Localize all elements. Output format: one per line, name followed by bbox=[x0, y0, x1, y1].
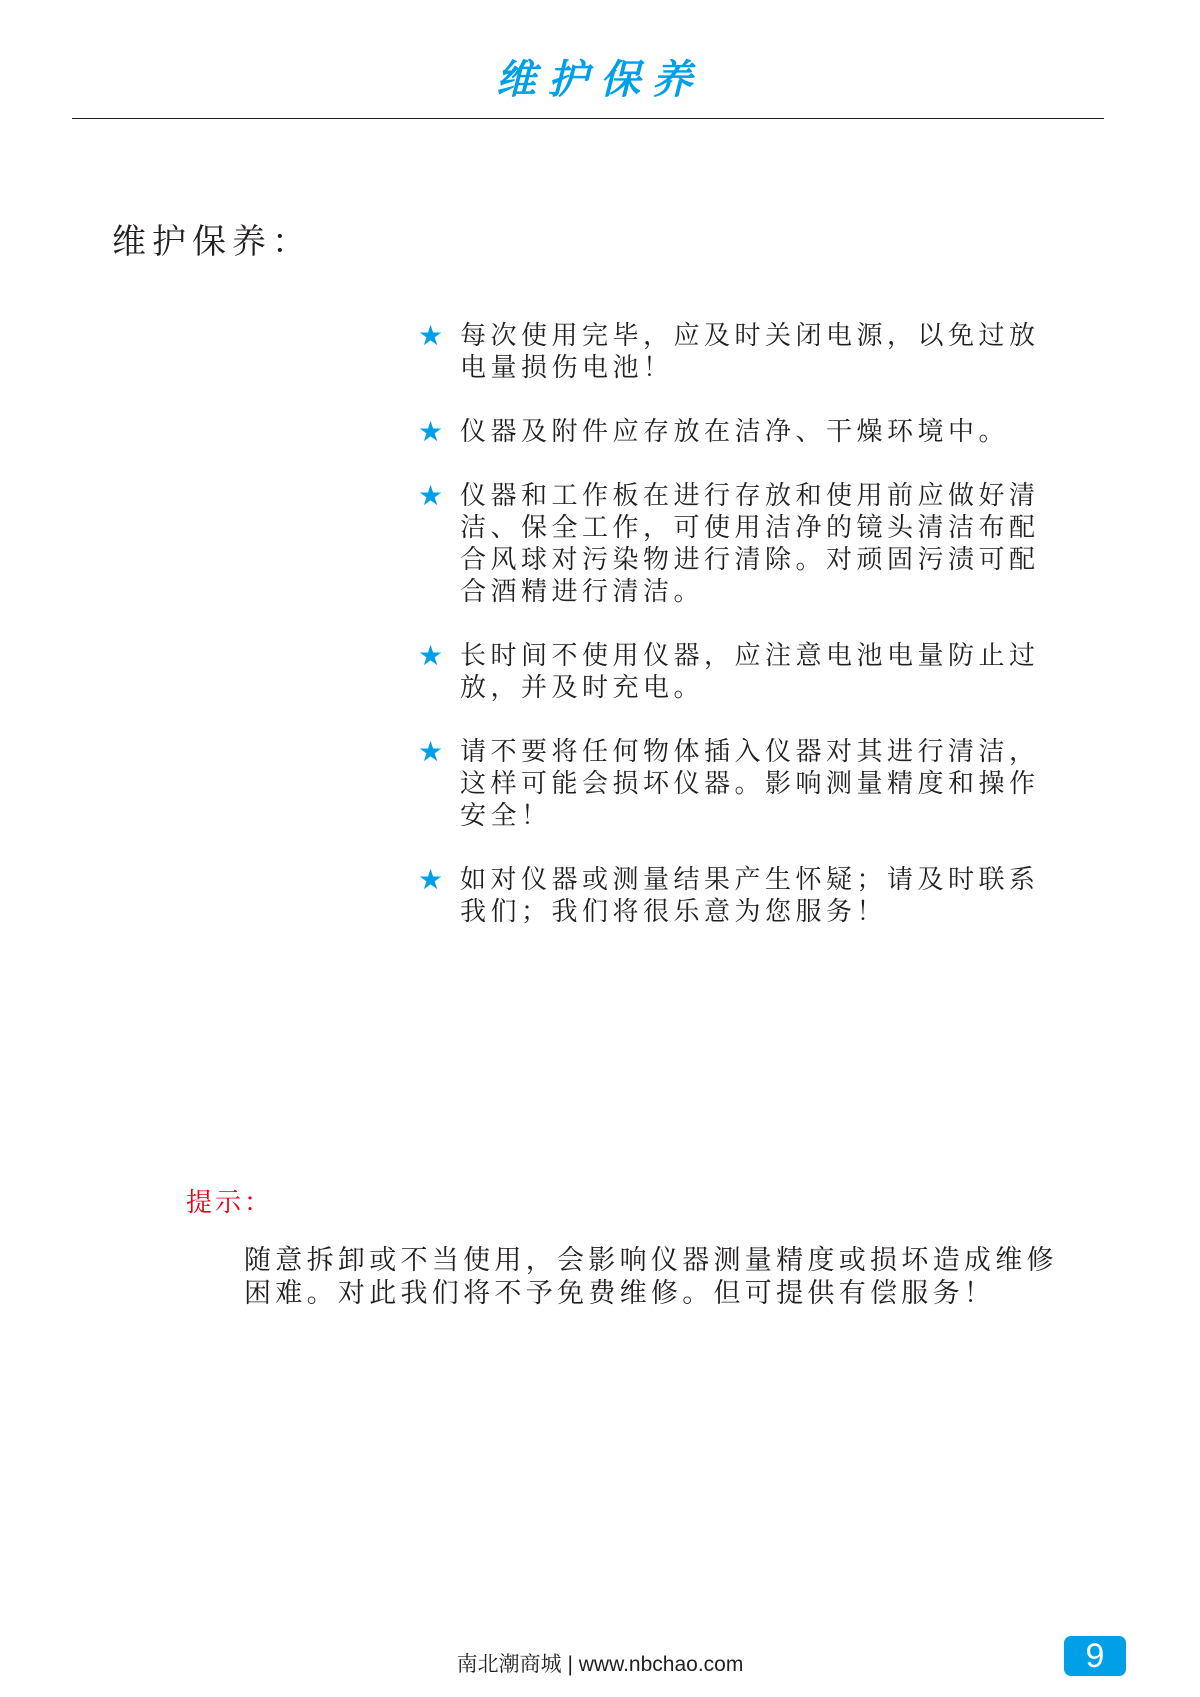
list-item-text: 如对仪器或测量结果产生怀疑；请及时联系我们；我们将很乐意为您服务！ bbox=[460, 865, 1040, 927]
tip-text: 随意拆卸或不当使用，会影响仪器测量精度或损坏造成维修困难。对此我们将不予免费维修。但可提供有偿服务！ bbox=[244, 1245, 1058, 1309]
star-icon: ★ bbox=[418, 863, 444, 896]
list-item bbox=[418, 480, 1058, 608]
star-icon: ★ bbox=[418, 479, 444, 512]
tip-label: 提示： bbox=[186, 1188, 274, 1218]
section-heading: 维护保养： bbox=[112, 222, 312, 262]
list-item-text: 仪器和工作板在进行存放和使用前应做好清洁、保全工作，可使用洁净的镜头清洁布配合风球对污染物进行清除。对顽固污渍可配合酒精进行清洁。 bbox=[460, 481, 1040, 607]
star-icon: ★ bbox=[418, 415, 444, 448]
list-item bbox=[418, 320, 1058, 384]
page-number-badge: 9 bbox=[1064, 1636, 1126, 1676]
star-icon: ★ bbox=[418, 735, 444, 768]
list-item-text: 仪器及附件应存放在洁净、干燥环境中。 bbox=[460, 417, 1010, 447]
footer-site-link[interactable]: 南北潮商城 | www.nbchao.com bbox=[456, 1653, 744, 1676]
list-item bbox=[418, 864, 1058, 928]
list-item-text: 每次使用完毕，应及时关闭电源，以免过放电量损伤电池！ bbox=[460, 321, 1040, 383]
list-item bbox=[418, 416, 1009, 448]
page-header-title: 维护保养 bbox=[496, 56, 704, 103]
list-item bbox=[418, 640, 1058, 704]
list-item-text: 长时间不使用仪器，应注意电池电量防止过放，并及时充电。 bbox=[460, 641, 1040, 703]
header-divider bbox=[72, 118, 1104, 119]
star-icon: ★ bbox=[418, 639, 444, 672]
star-icon: ★ bbox=[418, 319, 444, 352]
list-item-text: 请不要将任何物体插入仪器对其进行清洁，这样可能会损坏仪器。影响测量精度和操作安全！ bbox=[460, 737, 1040, 831]
list-item bbox=[418, 736, 1058, 832]
